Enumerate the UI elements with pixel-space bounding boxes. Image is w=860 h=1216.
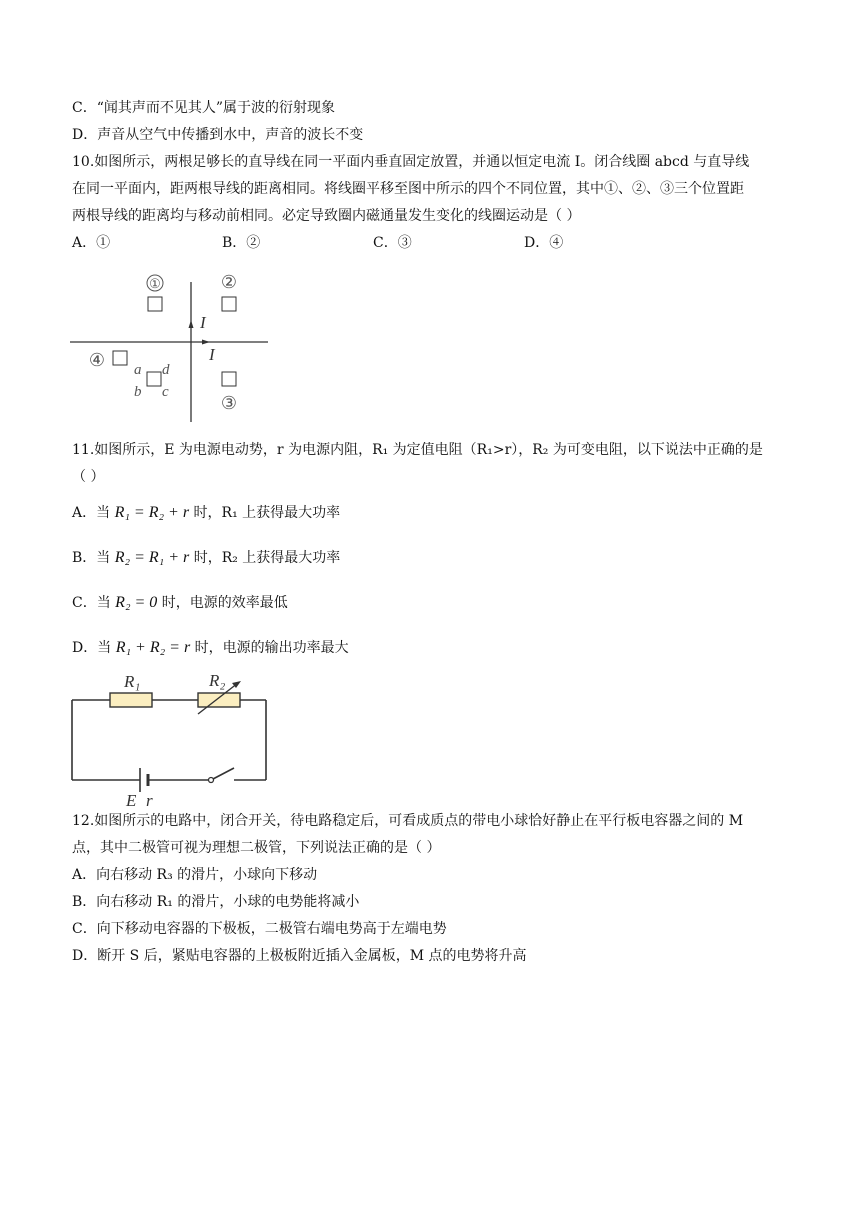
r2-label: R₂ [209,671,226,690]
r1-label: R₁ [124,672,141,691]
q9-option-c: C．“闻其声而不见其人”属于波的衍射现象 [72,100,336,116]
q11-option-a-prefix: A．当 [72,505,111,521]
switch-blade [213,768,234,779]
corner-label-c: c [162,384,169,400]
variable-resistor-r2 [198,693,240,707]
position-label-2: ② [220,272,238,292]
q12-stem-line-1: 12.如图所示的电路中，闭合开关，待电路稳定后，可看成质点的带电小球恰好静止在平行板电容器之间的 M [72,813,744,829]
q11-option-d [72,638,349,658]
q11-option-a-suffix: 时，R₁ 上获得最大功率 [193,505,341,521]
position-label-1: ① [149,276,161,291]
coil-position-2 [222,297,236,311]
current-label-vertical: I [200,313,206,332]
q12-option-a: A．向右移动 R₃ 的滑片，小球向下移动 [72,867,318,883]
q11-option-a-formula: R₁ = R₂ + r [114,504,190,521]
coil-position-3 [222,372,236,386]
current-label-horizontal: I [209,345,215,364]
q11-stem-line-1: 11.如图所示，E 为电源电动势，r 为电源内阻，R₁ 为定值电阻（R₁>r），R₂ 为可变电阻，以下说法中正确的是 [72,442,763,458]
q10-wire-coil-figure [68,262,272,426]
q12-option-b: B．向右移动 R₁ 的滑片，小球的电势能将减小 [72,894,360,910]
q10-stem-line-1: 10.如图所示，两根足够长的直导线在同一平面内垂直固定放置，并通以恒定电流 I。闭合线圈 abcd 与直导线 [72,154,750,170]
q11-option-c [72,593,288,613]
q9-option-d: D．声音从空气中传播到水中，声音的波长不变 [72,127,364,143]
q10-option-b: B．② [222,235,261,251]
q11-option-b-formula: R₂ = R₁ + r [114,549,190,566]
q11-option-d-suffix: 时，电源的输出功率最大 [194,640,349,656]
q10-stem-line-2: 在同一平面内，距两根导线的距离相同。将线圈平移至图中所示的四个不同位置，其中①、②、③三个位置距 [72,181,744,197]
resistor-r1 [110,693,152,707]
q11-option-d-formula: R₁ + R₂ = r [115,639,191,656]
q11-option-c-prefix: C．当 [72,595,111,611]
position-label-4: ④ [88,350,106,370]
q11-option-b-prefix: B．当 [72,550,111,566]
q11-option-c-suffix: 时，电源的效率最低 [161,595,288,611]
vertical-current-arrow [189,320,194,328]
q11-option-c-formula: R₂ = 0 [115,594,158,611]
q12-option-d: D．断开 S 后，紧贴电容器的上极板附近插入金属板，M 点的电势将升高 [72,948,527,964]
q10-stem-line-3: 两根导线的距离均与移动前相同。必定导致圈内磁通量发生变化的线圈运动是（ ） [72,208,581,224]
q10-option-a: A．① [72,235,111,251]
q12-stem-line-2: 点，其中二极管可视为理想二极管，下列说法正确的是（ ） [72,840,441,856]
coil-position-4 [113,351,127,365]
corner-label-d: d [162,362,170,378]
coil-position-1 [148,297,162,311]
q11-option-b [72,548,340,568]
position-label-3: ③ [220,393,238,413]
q10-option-c: C．③ [373,235,412,251]
q10-option-d: D．④ [524,235,564,251]
q11-option-b-suffix: 时，R₂ 上获得最大功率 [193,550,341,566]
internal-resistance-label: r [146,791,153,810]
q11-option-a [72,503,340,523]
coil-abcd [147,372,161,386]
q11-option-d-prefix: D．当 [72,640,112,656]
q11-stem-line-2: （ ） [72,469,105,485]
corner-label-a: a [134,362,142,378]
q12-option-c: C．向下移动电容器的下极板，二极管右端电势高于左端电势 [72,921,447,937]
q11-circuit-figure [66,668,272,810]
emf-label: E [126,791,137,810]
horizontal-current-arrow [202,340,210,345]
corner-label-b: b [134,384,142,400]
